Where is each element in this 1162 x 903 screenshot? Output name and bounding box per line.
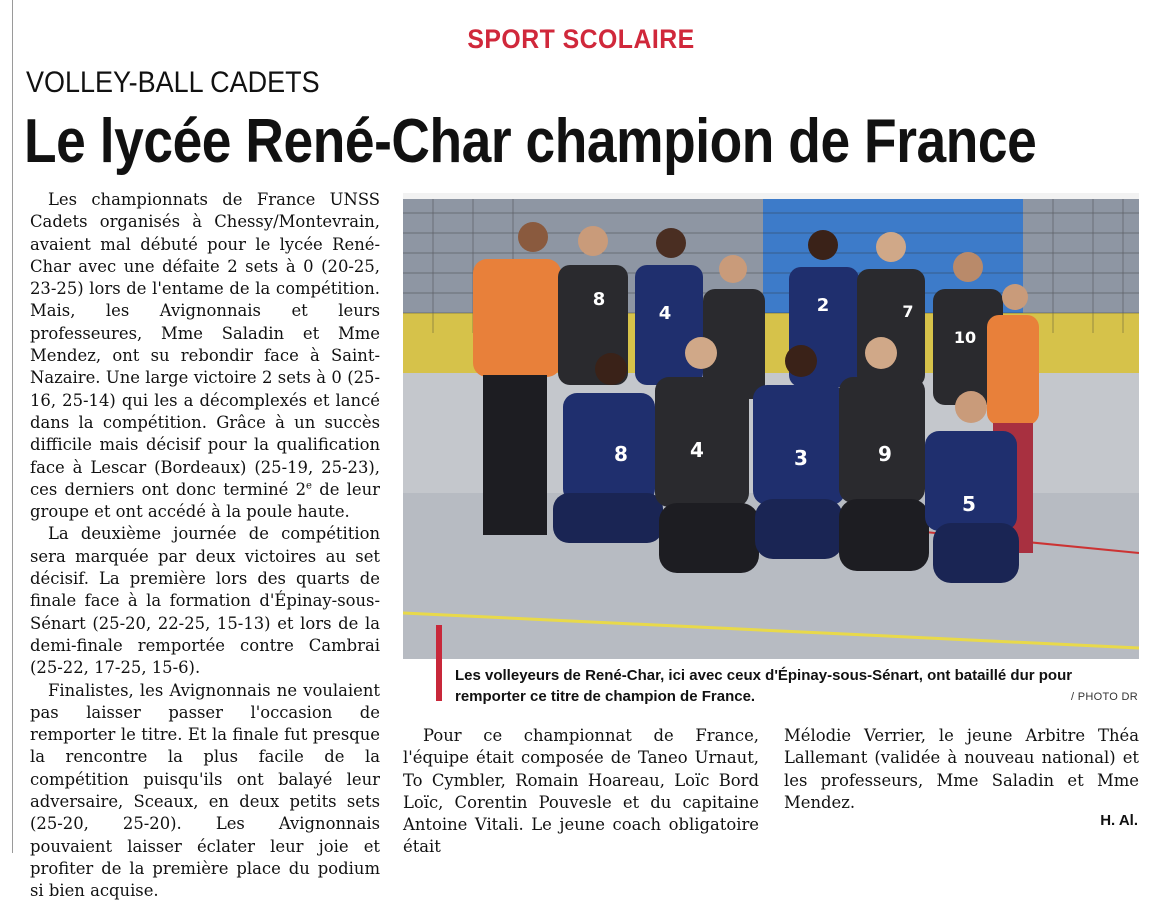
section-rubric: SPORT SCOLAIRE (467, 24, 695, 54)
jersey-number: 8 (592, 289, 606, 310)
jersey-number: 9 (878, 442, 892, 466)
caption-accent-bar (436, 625, 442, 701)
jersey-number: 4 (690, 438, 704, 462)
jersey-number: 8 (614, 442, 628, 466)
article-column-3 (784, 725, 1139, 814)
column-rule (12, 0, 13, 853)
jersey-number: 3 (794, 446, 808, 470)
paragraph-5: Mélodie Verrier, le jeune Arbitre Théa Lallemant (validée à nouveau national) et les professeurs, Mme Saladin et Mme Mendez. (784, 726, 1139, 812)
jersey-number: 4 (658, 303, 672, 324)
paragraph-1 (30, 189, 380, 523)
superscript: e (306, 480, 312, 492)
paragraph-3: Finalistes, les Avignonnais ne voulaient pas laisser passer l'occasion de remporter le titre. Et la finale fut presque la rencontre la plus facile de la compétition puisqu'ils ont balayé leur adversaire, Sceaux, en deux petits sets (25-20, 25-20). Les Avignonnais pouvaient laisser éclater leur joie et profiter de la première place du podium si bien acquise. (30, 680, 380, 901)
paragraph-1-text-a: Les championnats de France UNSS Cadets organisés à Chessy/Montevrain, avaient mal débuté pour le lycée René-Char avec une défaite 2 sets à 0 (20-25, 23-25) lors de l'entame de la compétition. Mais, les Avignonnais et leurs professeures, Mme Saladin et Mme Mendez, ont su rebondir face à Saint-Nazaire. Une large victoire 2 sets à 0 (25-16, 25-14) qui les a décomplexés et lancé dans la compétition. Grâce à un succès difficile mais décisif pour la qualification face à Lescar (Bordeaux) (25-19, 25-23), ces derniers ont donc terminé 2 (30, 190, 380, 499)
kicker: VOLLEY-BALL CADETS (26, 66, 320, 99)
team-photo (403, 193, 1139, 659)
paragraph-4: Pour ce championnat de France, l'équipe était composée de Taneo Urnaut, To Cymbler, Romain Hoareau, Loïc Bord Loïc, Corentin Pouvesle et du capitaine Antoine Vitali. Le jeune coach obligatoire était (403, 726, 759, 857)
article-column-2 (403, 725, 759, 859)
article-column-1 (30, 189, 380, 903)
author-signature: H. Al. (1100, 812, 1138, 829)
paragraph-2: La deuxième journée de compétition sera marquée par deux victoires au set décisif. La première lors des quarts de finale face à la formation d'Épinay-sous-Sénart (25-20, 22-25, 15-13) et lors de la demi-finale remportée contre Cambrai (25-22, 17-25, 15-6). (30, 524, 380, 678)
paragraph-1-text-b: de leur groupe et ont accédé à la poule haute. (30, 479, 381, 522)
jersey-number: 2 (816, 295, 830, 316)
jersey-number: 7 (902, 302, 914, 321)
jersey-number: 10 (953, 328, 977, 347)
headline: Le lycée René-Char champion de France (24, 107, 1037, 176)
photo-credit: / PHOTO DR (1071, 691, 1138, 703)
jersey-number: 5 (962, 492, 976, 516)
photo-caption: Les volleyeurs de René-Char, ici avec ceux d'Épinay-sous-Sénart, ont bataillé dur pour remporter ce titre de champion de France. (455, 667, 1073, 705)
